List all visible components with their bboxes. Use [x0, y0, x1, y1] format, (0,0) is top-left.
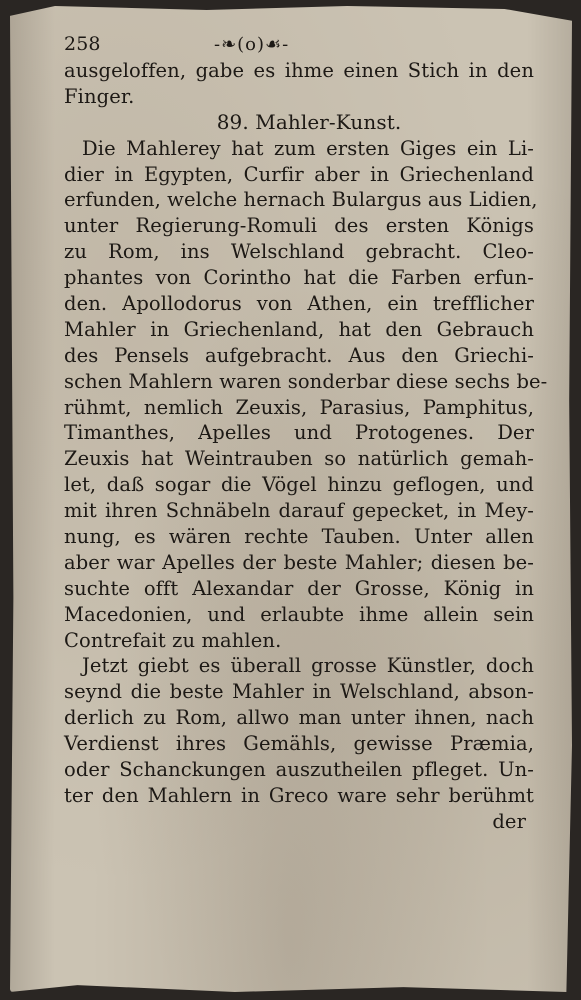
text-line: dier in Egypten, Curfir aber in Griechenland — [64, 162, 534, 186]
text-line: ausgeloffen, gabe es ihme einen Stich in den — [64, 59, 534, 82]
text-line: seynd die beste Mahler in Welschland, abson- — [64, 680, 534, 704]
text-line: oder Schanckungen auszutheilen pfleget. Un- — [64, 758, 534, 782]
text-line: phantes von Corintho hat die Farben erfun- — [64, 266, 534, 290]
text-line: den. Apollodorus von Athen, ein trefflicher — [64, 292, 534, 316]
paragraph-2 — [64, 653, 534, 808]
text-line: Macedonien, und erlaubte ihme allein sein — [64, 602, 534, 626]
text-line: Die Mahlerey hat zum ersten Giges ein Li- — [82, 136, 534, 160]
page-header — [64, 32, 534, 58]
text-line: erfunden, welche hernach Bulargus aus Lidien, — [64, 188, 538, 212]
text-line: suchte offt Alexandar der Grosse, König in — [64, 576, 534, 600]
page-text-block — [64, 32, 548, 835]
text-line: let, daß sogar die Vögel hinzu geflogen, und — [64, 473, 534, 497]
text-line: Contrefait zu mahlen. — [64, 628, 282, 652]
text-line: mit ihren Schnäbeln darauf gepecket, in Mey- — [64, 499, 534, 523]
catchword: der — [492, 809, 526, 833]
text-line: Timanthes, Apelles und Protogenes. Der — [64, 421, 534, 445]
text-line: derlich zu Rom, allwo man unter ihnen, nach — [64, 706, 534, 730]
text-line: nung, es wären rechte Tauben. Unter allen — [64, 525, 534, 549]
text-line: schen Mahlern waren sonderbar diese sechs be- — [64, 369, 548, 393]
header-ornament: -❧(o)☙- — [214, 34, 290, 56]
text-line: rühmt, nemlich Zeuxis, Parasius, Pamphitus, — [64, 395, 534, 419]
page-number: 258 — [64, 33, 101, 56]
paragraph-1 — [64, 136, 548, 654]
text-line: des Pensels aufgebracht. Aus den Griechi- — [64, 343, 534, 367]
text-line: zu Rom, ins Welschland gebracht. Cleo- — [64, 240, 534, 264]
text-line: Zeuxis hat Weintrauben so natürlich gemah- — [64, 447, 534, 471]
text-line: Verdienst ihres Gemähls, gewisse Præmia, — [64, 732, 534, 756]
text-line: ter den Mahlern in Greco ware sehr berühmt — [64, 783, 534, 807]
text-line: unter Regierung-Romuli des ersten Königs — [64, 214, 534, 238]
text-line: aber war Apelles der beste Mahler; diesen be- — [64, 550, 534, 574]
text-line: Finger. — [64, 84, 135, 108]
section-heading: 89. Mahler-Kunst. — [216, 109, 402, 134]
continued-text — [64, 58, 534, 110]
text-line: Jetzt giebt es überall grosse Künstler, doch — [82, 654, 534, 678]
text-line: Mahler in Griechenland, hat den Gebrauch — [64, 317, 534, 341]
